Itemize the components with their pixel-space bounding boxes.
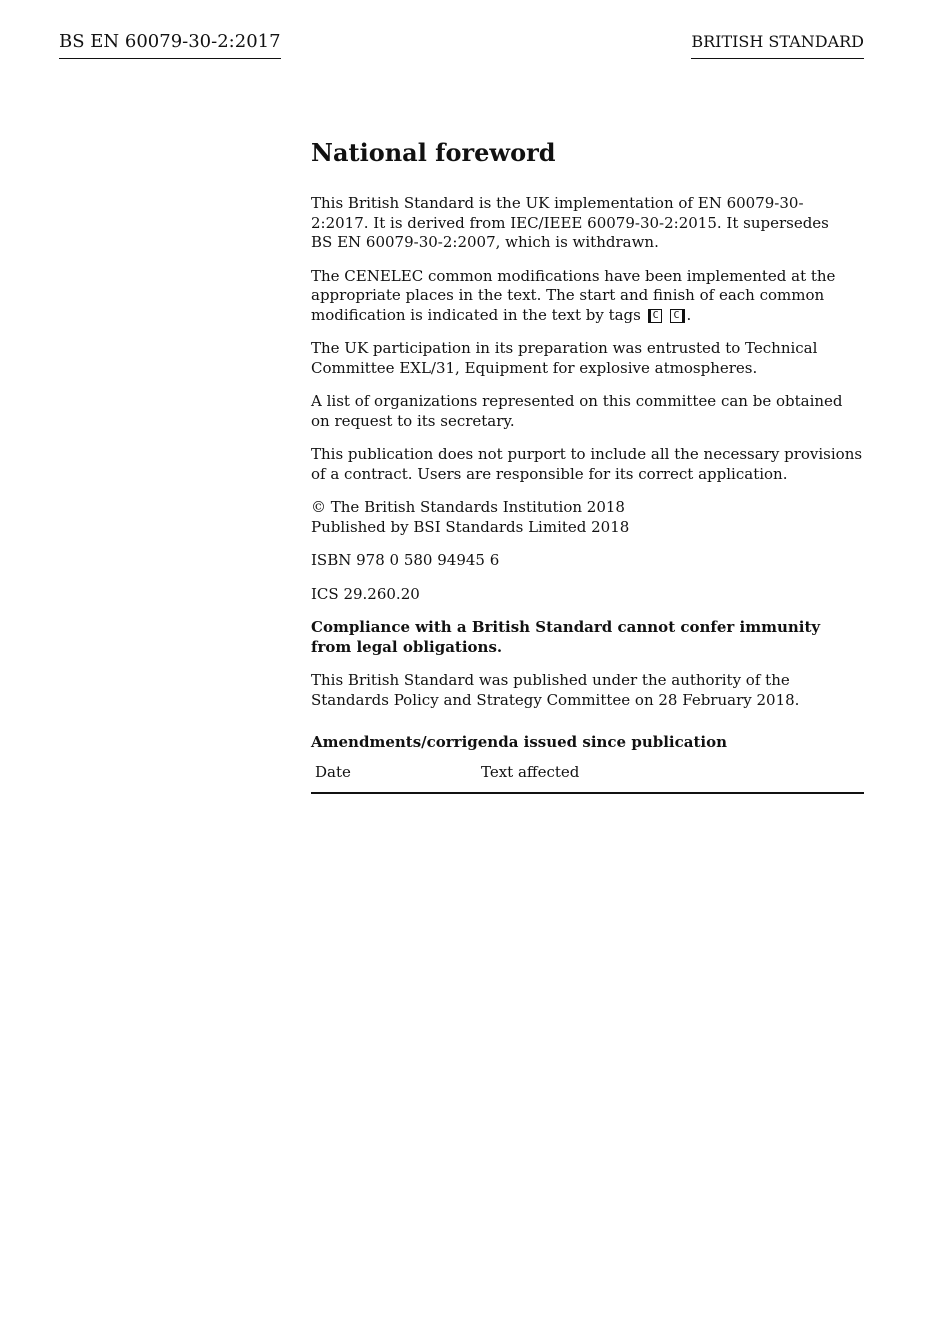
modification-start-tag-icon: C [648, 309, 662, 323]
national-foreword-section [311, 136, 864, 794]
amendments-header-row [311, 762, 864, 793]
common-modifications-end: . [686, 305, 692, 324]
copyright-line: © The British Standards Institution 2018 [311, 498, 625, 516]
standard-number-header: BS EN 60079-30-2:2017 [59, 30, 281, 59]
isbn-line: ISBN 978 0 580 94945 6 [311, 551, 500, 569]
authority-paragraph: This British Standard was published under the authority of the Standards Policy and Strategy Committee on 28 February 2018. [311, 671, 800, 709]
amendments-date-header: Date [311, 762, 477, 793]
common-modifications-text: The CENELEC common modifications have been implemented at the appropriate places in the text. The start and finish of each common modification is indicated in the text by tags [311, 266, 836, 324]
implementation-line-1: This British Standard is the UK implementation of EN 60079-30- [311, 194, 804, 212]
modification-end-tag-icon: C [670, 309, 684, 323]
common-modifications-paragraph [311, 267, 864, 326]
implementation-paragraph [311, 194, 864, 253]
page-title: National foreword [311, 138, 556, 167]
compliance-statement: Compliance with a British Standard cannot confer immunity from legal obligations. [311, 618, 821, 656]
copyright-block [311, 498, 864, 537]
organizations-paragraph: A list of organizations represented on this committee can be obtained on request to its secretary. [311, 392, 843, 430]
standard-category-header: BRITISH STANDARD [691, 31, 864, 59]
implementation-line-2: 2:2017. It is derived from IEC/IEEE 60079-30-2:2015. It supersedes [311, 213, 829, 232]
contract-paragraph: This publication does not purport to include all the necessary provisions of a contract. Users are responsible for its correct application. [311, 445, 863, 483]
amendments-text-affected-header: Text affected [477, 762, 864, 793]
amendments-table [311, 762, 864, 794]
ics-line: ICS 29.260.20 [311, 584, 420, 603]
amendments-heading: Amendments/corrigenda issued since publication [311, 733, 727, 751]
published-line: Published by BSI Standards Limited 2018 [311, 517, 630, 536]
participation-paragraph: The UK participation in its preparation was entrusted to Technical Committee EXL/31, Equipment for explosive atmospheres. [311, 339, 818, 377]
implementation-line-3: BS EN 60079-30-2:2007, which is withdrawn. [311, 233, 659, 251]
